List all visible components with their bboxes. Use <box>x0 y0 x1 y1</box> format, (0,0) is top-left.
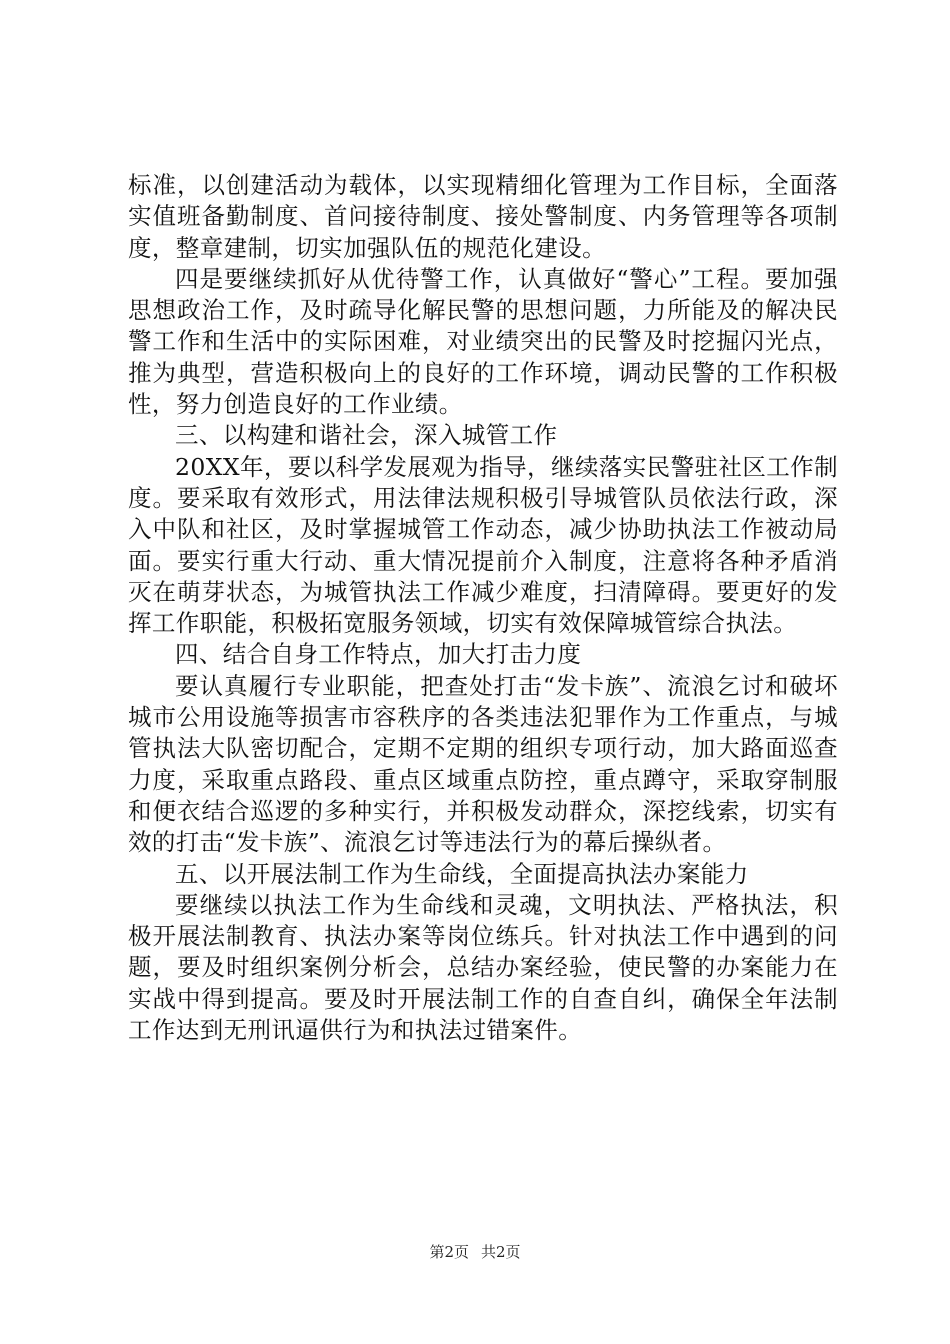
section-heading-4: 四、结合自身工作特点，加大打击力度 <box>175 640 582 669</box>
document-body <box>128 170 838 1046</box>
page-footer <box>0 1242 950 1262</box>
page-number: 第2页 <box>429 1243 469 1261</box>
page-total: 共2页 <box>481 1243 521 1261</box>
paragraph-4: 20XX年，要以科学发展观为指导，继续落实民警驻社区工作制度。要采取有效形式，用法律法规积极引导城管队员依法行政，深入中队和社区，及时掌握城管工作动态，减少协助执法工作被动局面。要实行重大行动、重大情况提前介入制度，注意将各种矛盾消灭在萌芽状态，为城管执法工作减少难度，扫清障碍。要更好的发挥工作职能，积极拓宽服务领域，切实有效保障城管综合执法。 <box>128 452 838 638</box>
section-heading-3: 三、以构建和谐社会，深入城管工作 <box>175 421 558 450</box>
section-heading-5: 五、以开展法制工作为生命线，全面提高执法办案能力 <box>175 859 749 888</box>
paragraph-8: 要继续以执法工作为生命线和灵魂，文明执法、严格执法，积极开展法制教育、执法办案等岗位练兵。针对执法工作中遇到的问题，要及时组织案例分析会，总结办案经验，使民警的办案能力在实战中得到提高。要及时开展法制工作的自查自纠，确保全年法制工作达到无刑讯逼供行为和执法过错案件。 <box>128 890 838 1045</box>
paragraph-2: 四是要继续抓好从优待警工作，认真做好“警心”工程。要加强思想政治工作，及时疏导化解民警的思想问题，力所能及的解决民警工作和生活中的实际困难，对业绩突出的民警及时挖掘闪光点，推为典型，营造积极向上的良好的工作环境，调动民警的工作积极性，努力创造良好的工作业绩。 <box>128 264 838 419</box>
paragraph-1: 标准，以创建活动为载体，以实现精细化管理为工作目标，全面落实值班备勤制度、首问接待制度、接处警制度、内务管理等各项制度，整章建制，切实加强队伍的规范化建设。 <box>128 171 838 262</box>
paragraph-6: 要认真履行专业职能，把查处打击“发卡族”、流浪乞讨和破坏城市公用设施等损害市容秩序的各类违法犯罪作为工作重点，与城管执法大队密切配合，定期不定期的组织专项行动，加大路面巡查力度，采取重点路段、重点区域重点防控，重点蹲守，采取穿制服和便衣结合巡逻的多种实行，并积极发动群众，深挖线索，切实有效的打击“发卡族”、流浪乞讨等违法行为的幕后操纵者。 <box>128 671 838 857</box>
